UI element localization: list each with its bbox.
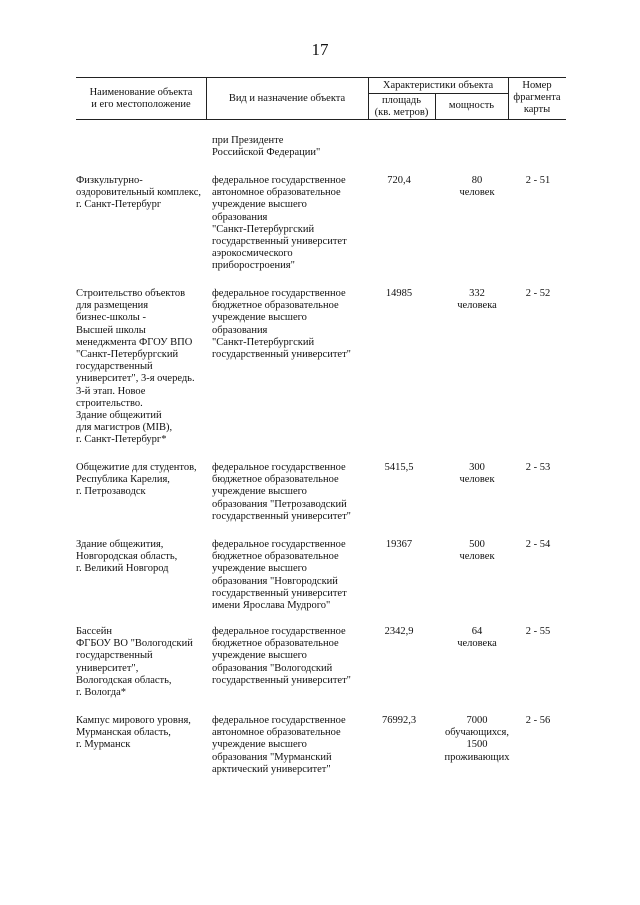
object-name-line: Кампус мирового уровня, — [76, 715, 191, 726]
object-kind-line: "Санкт-Петербургский — [212, 336, 315, 348]
page-number: 17 — [311, 40, 329, 59]
object-name-line: Бассейн — [76, 626, 113, 637]
object-kind-line: автономное образовательное — [212, 187, 341, 199]
object-name-line: для магистров (МIВ), — [76, 422, 173, 434]
object-name-cell — [76, 626, 216, 699]
capacity-line: 80 — [471, 175, 483, 186]
object-name-line: университет", 3-я очередь. — [76, 373, 195, 385]
object-kind-line: бюджетное образовательное — [212, 300, 339, 312]
header-area-line: площадь — [382, 95, 421, 106]
header-map-line: Номер — [522, 80, 552, 91]
header-bottom-rule — [76, 119, 566, 120]
object-name-line: Новгородская область, — [76, 551, 178, 563]
object-kind-line: государственный университет" — [212, 349, 351, 361]
capacity-line: обучающихся, — [445, 727, 509, 739]
object-kind-line: при Президенте — [212, 135, 284, 146]
object-kind-line: образования "Мурманский — [212, 751, 332, 763]
object-kind-line: федеральное государственное — [212, 626, 346, 637]
object-name-line: г. Великий Новгород — [76, 563, 169, 575]
object-name-line: Вологодская область, — [76, 674, 172, 686]
area-cell: 76992,3 — [381, 715, 417, 726]
object-name-line: "Санкт-Петербургский — [76, 349, 179, 361]
object-kind-line: Российской Федерации" — [212, 147, 321, 159]
object-kind-line: федеральное государственное — [212, 715, 346, 726]
area-cell: 14985 — [385, 288, 413, 299]
header-kind: Вид и назначение объекта — [228, 93, 346, 104]
object-kind-line: государственный университет" — [212, 510, 351, 522]
object-kind-line: образования — [212, 211, 268, 223]
capacity-cell — [436, 175, 518, 199]
object-kind-line: имени Ярослава Мудрого" — [212, 600, 331, 612]
object-name-line: Общежитие для студентов, — [76, 462, 197, 473]
object-name-line: бизнес-школы - — [76, 312, 146, 324]
capacity-line: человек — [459, 551, 495, 563]
object-kind-line: учреждение высшего — [212, 312, 307, 324]
object-kind-line: бюджетное образовательное — [212, 638, 339, 650]
area-cell: 5415,5 — [384, 462, 414, 473]
object-name-line: 3-й этап. Новое — [76, 385, 146, 397]
object-kind-line: арктический университет" — [212, 763, 331, 775]
capacity-line: человека — [457, 638, 497, 650]
capacity-line: 7000 — [466, 715, 488, 726]
object-kind-cell — [212, 715, 370, 776]
object-kind-cell — [212, 626, 370, 687]
header-capacity: мощность — [448, 100, 495, 111]
object-name-line: г. Санкт-Петербург* — [76, 434, 167, 446]
object-kind-line: "Санкт-Петербургский — [212, 223, 315, 235]
object-kind-line: бюджетное образовательное — [212, 474, 339, 486]
object-name-line: оздоровительный комплекс, — [76, 187, 201, 199]
header-characteristics: Характеристики объекта — [382, 80, 494, 91]
object-name-cell — [76, 175, 216, 212]
object-name-line: г. Санкт-Петербург — [76, 199, 162, 211]
object-name-line: г. Петрозаводск — [76, 486, 146, 498]
object-kind-line: образования "Новгородский — [212, 575, 338, 587]
object-kind-line: образования "Вологодский — [212, 662, 333, 674]
object-kind-cell — [212, 135, 370, 159]
capacity-cell — [436, 462, 518, 486]
characteristics-rule — [368, 93, 508, 94]
capacity-line: человек — [459, 187, 495, 199]
object-name-line: менеджмента ФГОУ ВПО — [76, 336, 193, 348]
object-kind-line: учреждение высшего — [212, 486, 307, 498]
object-kind-line: государственный университет — [212, 236, 347, 248]
area-cell: 19367 — [385, 539, 413, 550]
object-name-line: для размещения — [76, 300, 149, 312]
map-fragment-cell: 2 - 55 — [525, 626, 551, 637]
object-name-line: ФГБОУ ВО "Вологодский — [76, 638, 193, 650]
header-name-line: Наименование объекта — [89, 87, 193, 98]
object-kind-line: федеральное государственное — [212, 539, 346, 550]
object-kind-line: образования — [212, 324, 268, 336]
capacity-line: 1500 — [466, 739, 488, 751]
object-kind-cell — [212, 288, 370, 361]
capacity-line: 64 — [471, 626, 483, 637]
object-name-line: Здание общежитий — [76, 410, 162, 422]
object-name-line: государственный — [76, 361, 153, 373]
header-area — [368, 95, 435, 119]
object-kind-line: образования "Петрозаводский — [212, 498, 347, 510]
header-top-rule — [76, 77, 566, 78]
object-name-cell — [76, 715, 216, 752]
object-name-line: государственный — [76, 650, 153, 662]
header-name-line: и его местоположение — [91, 99, 191, 110]
object-name-line: Республика Карелия, — [76, 474, 170, 486]
capacity-cell — [436, 715, 518, 764]
object-name-line: Мурманская область, — [76, 727, 171, 739]
object-name-line: Высшей школы — [76, 324, 146, 336]
object-kind-line: приборостроения" — [212, 260, 295, 272]
map-fragment-cell: 2 - 53 — [525, 462, 551, 473]
header-map-line: фрагмента — [513, 92, 561, 103]
map-fragment-cell: 2 - 54 — [525, 539, 551, 550]
object-kind-line: бюджетное образовательное — [212, 551, 339, 563]
object-name-line: г. Мурманск — [76, 739, 131, 751]
capacity-line: 300 — [469, 462, 485, 473]
capacity-line: человек — [459, 474, 495, 486]
capacity-line: 332 — [469, 288, 485, 299]
map-fragment-cell: 2 - 52 — [525, 288, 551, 299]
object-kind-line: автономное образовательное — [212, 727, 341, 739]
capacity-line: 500 — [469, 539, 485, 550]
object-kind-line: учреждение высшего — [212, 199, 307, 211]
object-name-line: Здание общежития, — [76, 539, 164, 550]
object-name-cell — [76, 462, 216, 499]
object-kind-cell — [212, 462, 370, 523]
object-kind-line: учреждение высшего — [212, 650, 307, 662]
object-kind-cell — [212, 539, 370, 612]
object-kind-line: аэрокосмического — [212, 248, 293, 260]
capacity-cell — [436, 626, 518, 650]
object-name-cell — [76, 539, 216, 576]
header-area-line: (кв. метров) — [374, 107, 429, 118]
map-fragment-cell: 2 - 56 — [525, 715, 551, 726]
object-kind-line: федеральное государственное — [212, 462, 346, 473]
object-kind-line: федеральное государственное — [212, 288, 346, 299]
object-name-cell — [76, 288, 216, 447]
area-cell: 2342,9 — [384, 626, 414, 637]
header-name — [76, 87, 206, 111]
capacity-line: проживающих — [444, 751, 510, 763]
object-name-line: университет", — [76, 662, 139, 674]
object-name-line: г. Вологда* — [76, 687, 127, 699]
header-map-line: карты — [523, 104, 551, 115]
object-kind-line: федеральное государственное — [212, 175, 346, 186]
header-map — [508, 80, 566, 116]
capacity-cell — [436, 539, 518, 563]
object-kind-line: государственный университет — [212, 587, 347, 599]
object-kind-line: учреждение высшего — [212, 739, 307, 751]
object-name-line: Физкультурно- — [76, 175, 143, 186]
capacity-cell — [436, 288, 518, 312]
object-name-line: строительство. — [76, 397, 143, 409]
object-kind-line: государственный университет" — [212, 674, 351, 686]
object-kind-line: учреждение высшего — [212, 563, 307, 575]
area-cell: 720,4 — [387, 175, 411, 186]
map-fragment-cell: 2 - 51 — [525, 175, 551, 186]
object-name-line: Строительство объектов — [76, 288, 186, 299]
capacity-line: человека — [457, 300, 497, 312]
object-kind-cell — [212, 175, 370, 273]
